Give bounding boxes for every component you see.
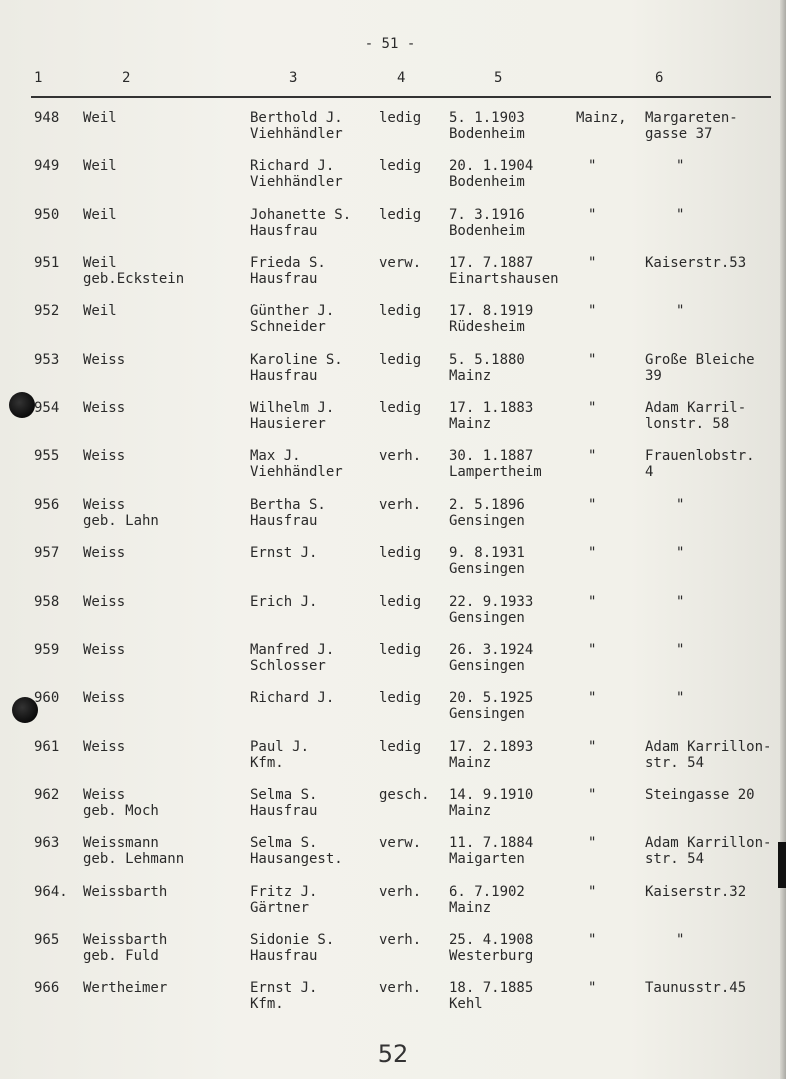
address — [676, 594, 684, 610]
table-row — [0, 787, 786, 835]
residence-city: " — [588, 352, 597, 368]
surname — [83, 255, 184, 287]
surname — [83, 642, 125, 658]
table-row — [0, 545, 786, 593]
surname — [83, 980, 167, 996]
first-name-occupation — [250, 835, 343, 867]
first-name-occupation-line: Erich J. — [250, 594, 318, 610]
first-name-occupation-line: Johanette S. — [250, 207, 352, 223]
address-line: 39 — [645, 368, 662, 384]
address — [645, 739, 771, 771]
first-name-occupation — [250, 303, 334, 335]
first-name-occupation-line: Ernst J. — [250, 980, 318, 996]
marital-status: ledig — [379, 594, 422, 610]
birth-date-place-line: Mainz — [449, 416, 492, 432]
surname — [83, 448, 125, 464]
column-header-3: 3 — [289, 70, 298, 86]
first-name-occupation-line: Frieda S. — [250, 255, 326, 271]
first-name-occupation-line: Paul J. — [250, 739, 310, 755]
entry-number: 955 — [34, 448, 60, 464]
surname-line: geb.Eckstein — [83, 271, 185, 287]
birth-date-place-line: Westerburg — [449, 948, 534, 964]
address-line: " — [676, 158, 685, 174]
address — [676, 932, 684, 948]
birth-date-place-line: 20. 5.1925 — [449, 690, 534, 706]
birth-date-place-line: Rüdesheim — [449, 319, 525, 335]
entry-number: 960 — [34, 690, 60, 706]
birth-date-place-line: 20. 1.1904 — [449, 158, 534, 174]
birth-date-place-line: 5. 1.1903 — [449, 110, 525, 126]
birth-date-place-line: 26. 3.1924 — [449, 642, 534, 658]
entry-number: 951 — [34, 255, 60, 271]
birth-date-place-line: Gensingen — [449, 706, 525, 722]
residence-city: " — [588, 932, 597, 948]
surname-line: Weil — [83, 303, 117, 319]
first-name-occupation-line: Kfm. — [250, 755, 284, 771]
surname-line: Wertheimer — [83, 980, 168, 996]
address-line: " — [676, 594, 685, 610]
surname — [83, 110, 117, 126]
surname — [83, 400, 125, 416]
birth-date-place — [449, 303, 533, 335]
first-name-occupation-line: Viehhändler — [250, 174, 343, 190]
birth-date-place-line: 17. 1.1883 — [449, 400, 534, 416]
table-row — [0, 352, 786, 400]
residence-city: " — [588, 255, 597, 271]
address-line: str. 54 — [645, 851, 705, 867]
first-name-occupation-line: Wilhelm J. — [250, 400, 335, 416]
table-row — [0, 932, 786, 980]
address — [645, 835, 771, 867]
surname-line: Weil — [83, 255, 117, 271]
entry-number: 963 — [34, 835, 60, 851]
residence-city: " — [588, 448, 597, 464]
surname-line: Weiss — [83, 594, 126, 610]
address-line: 4 — [645, 464, 654, 480]
birth-date-place-line: Bodenheim — [449, 126, 525, 142]
first-name-occupation-line: Schlosser — [250, 658, 326, 674]
birth-date-place-line: 30. 1.1887 — [449, 448, 534, 464]
first-name-occupation — [250, 884, 317, 916]
birth-date-place — [449, 835, 533, 867]
birth-date-place-line: Mainz — [449, 368, 492, 384]
first-name-occupation-line: Hausfrau — [250, 803, 318, 819]
address-line: lonstr. 58 — [645, 416, 730, 432]
header-rule — [31, 96, 771, 98]
birth-date-place-line: 17. 2.1893 — [449, 739, 534, 755]
table-row — [0, 497, 786, 545]
table-row — [0, 690, 786, 738]
birth-date-place-line: Gensingen — [449, 561, 525, 577]
surname-line: Weiss — [83, 690, 126, 706]
first-name-occupation — [250, 207, 351, 239]
birth-date-place-line: Mainz — [449, 755, 492, 771]
surname-line: Weiss — [83, 400, 126, 416]
surname-line: Weiss — [83, 448, 126, 464]
entry-number: 962 — [34, 787, 60, 803]
birth-date-place-line: 14. 9.1910 — [449, 787, 534, 803]
surname — [83, 497, 159, 529]
first-name-occupation — [250, 545, 317, 561]
residence-city: " — [588, 787, 597, 803]
residence-city: " — [588, 497, 597, 513]
address-line: Taunusstr.45 — [645, 980, 747, 996]
marital-status: ledig — [379, 739, 422, 755]
residence-city: " — [588, 207, 597, 223]
surname — [83, 303, 117, 319]
marital-status: verh. — [379, 884, 422, 900]
surname — [83, 787, 159, 819]
birth-date-place — [449, 690, 533, 722]
address — [645, 352, 755, 384]
address-line: " — [676, 690, 685, 706]
birth-date-place-line: Kehl — [449, 996, 483, 1012]
entry-number: 953 — [34, 352, 60, 368]
birth-date-place-line: 25. 4.1908 — [449, 932, 534, 948]
entry-number: 964. — [34, 884, 68, 900]
address — [645, 110, 738, 142]
entry-number: 961 — [34, 739, 60, 755]
footer-page-number: 52 — [377, 1040, 409, 1068]
first-name-occupation — [250, 787, 317, 819]
first-name-occupation-line: Hausfrau — [250, 271, 318, 287]
address — [676, 158, 684, 174]
entry-number: 950 — [34, 207, 60, 223]
birth-date-place-line: Bodenheim — [449, 223, 525, 239]
birth-date-place — [449, 110, 525, 142]
address-line: Kaiserstr.32 — [645, 884, 747, 900]
birth-date-place — [449, 207, 525, 239]
table-row — [0, 739, 786, 787]
first-name-occupation — [250, 110, 343, 142]
table-row — [0, 980, 786, 1028]
birth-date-place-line: 17. 8.1919 — [449, 303, 534, 319]
entry-number: 957 — [34, 545, 60, 561]
surname-line: Weil — [83, 158, 117, 174]
surname-line: Weil — [83, 110, 117, 126]
address-line: gasse 37 — [645, 126, 713, 142]
first-name-occupation — [250, 255, 326, 287]
address — [645, 980, 746, 996]
surname — [83, 545, 125, 561]
marital-status: ledig — [379, 158, 422, 174]
first-name-occupation-line: Bertha S. — [250, 497, 326, 513]
residence-city: " — [588, 690, 597, 706]
marital-status: ledig — [379, 352, 422, 368]
table-row — [0, 642, 786, 690]
first-name-occupation-line: Hausangest. — [250, 851, 343, 867]
birth-date-place-line: Lampertheim — [449, 464, 542, 480]
surname-line: Weil — [83, 207, 117, 223]
first-name-occupation — [250, 642, 334, 674]
first-name-occupation-line: Gärtner — [250, 900, 310, 916]
surname-line: Weissbarth — [83, 884, 168, 900]
birth-date-place-line: 6. 7.1902 — [449, 884, 525, 900]
address-line: Adam Karrillon- — [645, 835, 772, 851]
first-name-occupation — [250, 448, 343, 480]
entry-number: 954 — [34, 400, 60, 416]
address-line: Große Bleiche — [645, 352, 755, 368]
address-line: " — [676, 932, 685, 948]
first-name-occupation — [250, 497, 326, 529]
surname-line: Weiss — [83, 642, 126, 658]
birth-date-place-line: Gensingen — [449, 658, 525, 674]
residence-city: " — [588, 400, 597, 416]
residence-city: " — [588, 158, 597, 174]
column-header-1: 1 — [34, 70, 43, 86]
address — [645, 255, 746, 271]
address-line: Adam Karrillon- — [645, 739, 772, 755]
address-line: Kaiserstr.53 — [645, 255, 747, 271]
address — [676, 497, 684, 513]
birth-date-place — [449, 255, 559, 287]
surname-line: Weiss — [83, 739, 126, 755]
address-line: Frauenlobstr. — [645, 448, 755, 464]
birth-date-place — [449, 642, 533, 674]
address — [676, 690, 684, 706]
surname-line: Weiss — [83, 497, 126, 513]
first-name-occupation-line: Berthold J. — [250, 110, 343, 126]
address — [645, 448, 755, 480]
first-name-occupation-line: Manfred J. — [250, 642, 335, 658]
birth-date-place — [449, 497, 525, 529]
residence-city: " — [588, 739, 597, 755]
birth-date-place — [449, 594, 533, 626]
first-name-occupation-line: Schneider — [250, 319, 326, 335]
table-row — [0, 835, 786, 883]
marital-status: ledig — [379, 400, 422, 416]
surname-line: Weiss — [83, 545, 126, 561]
address — [645, 884, 746, 900]
birth-date-place — [449, 400, 533, 432]
birth-date-place — [449, 884, 525, 916]
address — [676, 207, 684, 223]
first-name-occupation — [250, 690, 334, 706]
residence-city: " — [588, 545, 597, 561]
table-row — [0, 158, 786, 206]
surname-line: Weiss — [83, 787, 126, 803]
residence-city: " — [588, 642, 597, 658]
surname — [83, 690, 125, 706]
address-line: " — [676, 207, 685, 223]
table-row — [0, 110, 786, 158]
first-name-occupation-line: Hausfrau — [250, 948, 318, 964]
birth-date-place-line: 9. 8.1931 — [449, 545, 525, 561]
first-name-occupation-line: Hausierer — [250, 416, 326, 432]
address-line: Margareten- — [645, 110, 738, 126]
residence-city: " — [588, 980, 597, 996]
entry-number: 956 — [34, 497, 60, 513]
birth-date-place-line: 5. 5.1880 — [449, 352, 525, 368]
first-name-occupation-line: Max J. — [250, 448, 301, 464]
surname-line: geb. Lehmann — [83, 851, 185, 867]
surname-line: geb. Lahn — [83, 513, 159, 529]
marital-status: verw. — [379, 835, 422, 851]
first-name-occupation-line: Ernst J. — [250, 545, 318, 561]
address-line: " — [676, 545, 685, 561]
marital-status: verw. — [379, 255, 422, 271]
table-row — [0, 448, 786, 496]
address — [676, 545, 684, 561]
birth-date-place-line: 22. 9.1933 — [449, 594, 534, 610]
marital-status: gesch. — [379, 787, 430, 803]
entry-number: 965 — [34, 932, 60, 948]
birth-date-place — [449, 787, 533, 819]
birth-date-place — [449, 158, 533, 190]
first-name-occupation-line: Richard J. — [250, 690, 335, 706]
birth-date-place-line: Gensingen — [449, 610, 525, 626]
marital-status: verh. — [379, 980, 422, 996]
first-name-occupation — [250, 739, 309, 771]
residence-city: " — [588, 884, 597, 900]
table-row — [0, 255, 786, 303]
birth-date-place-line: Einartshausen — [449, 271, 559, 287]
entry-number: 959 — [34, 642, 60, 658]
residence-city: " — [588, 835, 597, 851]
first-name-occupation-line: Sidonie S. — [250, 932, 335, 948]
birth-date-place-line: Mainz — [449, 900, 492, 916]
surname — [83, 884, 167, 900]
first-name-occupation-line: Hausfrau — [250, 513, 318, 529]
surname-line: Weissmann — [83, 835, 159, 851]
address-line: Steingasse 20 — [645, 787, 755, 803]
first-name-occupation-line: Viehhändler — [250, 126, 343, 142]
first-name-occupation — [250, 594, 317, 610]
birth-date-place-line: Maigarten — [449, 851, 525, 867]
first-name-occupation-line: Hausfrau — [250, 368, 318, 384]
address-line: Adam Karril- — [645, 400, 747, 416]
column-header-4: 4 — [397, 70, 406, 86]
marital-status: ledig — [379, 207, 422, 223]
table-row — [0, 400, 786, 448]
address — [676, 642, 684, 658]
marital-status: verh. — [379, 932, 422, 948]
surname-line: geb. Moch — [83, 803, 159, 819]
column-header-2: 2 — [122, 70, 131, 86]
birth-date-place — [449, 932, 533, 964]
first-name-occupation — [250, 400, 334, 432]
first-name-occupation-line: Selma S. — [250, 787, 318, 803]
first-name-occupation-line: Hausfrau — [250, 223, 318, 239]
marital-status: ledig — [379, 303, 422, 319]
marital-status: verh. — [379, 497, 422, 513]
first-name-occupation — [250, 158, 343, 190]
surname — [83, 932, 167, 964]
birth-date-place-line: 11. 7.1884 — [449, 835, 534, 851]
table-row — [0, 207, 786, 255]
table-row — [0, 884, 786, 932]
entry-number: 949 — [34, 158, 60, 174]
surname-line: Weiss — [83, 352, 126, 368]
column-header-6: 6 — [655, 70, 664, 86]
birth-date-place — [449, 545, 525, 577]
surname-line: geb. Fuld — [83, 948, 159, 964]
marital-status: verh. — [379, 448, 422, 464]
first-name-occupation-line: Selma S. — [250, 835, 318, 851]
address — [645, 787, 755, 803]
surname — [83, 835, 184, 867]
birth-date-place-line: Mainz — [449, 803, 492, 819]
surname — [83, 594, 125, 610]
address-line: " — [676, 497, 685, 513]
first-name-occupation-line: Viehhändler — [250, 464, 343, 480]
surname-line: Weissbarth — [83, 932, 168, 948]
birth-date-place — [449, 448, 542, 480]
marital-status: ledig — [379, 545, 422, 561]
first-name-occupation-line: Karoline S. — [250, 352, 343, 368]
residence-city: " — [588, 303, 597, 319]
birth-date-place-line: Bodenheim — [449, 174, 525, 190]
birth-date-place — [449, 352, 525, 384]
entry-number: 952 — [34, 303, 60, 319]
page-number: - 51 - — [364, 36, 416, 52]
surname — [83, 158, 117, 174]
birth-date-place — [449, 739, 533, 771]
marital-status: ledig — [379, 110, 422, 126]
residence-city: " — [588, 594, 597, 610]
column-header-5: 5 — [494, 70, 503, 86]
first-name-occupation-line: Günther J. — [250, 303, 335, 319]
table-row — [0, 594, 786, 642]
entry-number: 948 — [34, 110, 60, 126]
first-name-occupation-line: Fritz J. — [250, 884, 318, 900]
first-name-occupation-line: Kfm. — [250, 996, 284, 1012]
marital-status: ledig — [379, 690, 422, 706]
first-name-occupation — [250, 980, 317, 1012]
table-row — [0, 303, 786, 351]
address-line: str. 54 — [645, 755, 705, 771]
surname — [83, 739, 125, 755]
residence-city: Mainz, — [576, 110, 627, 126]
address — [645, 400, 746, 432]
birth-date-place-line: 7. 3.1916 — [449, 207, 525, 223]
address-line: " — [676, 642, 685, 658]
birth-date-place-line: Gensingen — [449, 513, 525, 529]
birth-date-place-line: 17. 7.1887 — [449, 255, 534, 271]
address — [676, 303, 684, 319]
entry-number: 966 — [34, 980, 60, 996]
address-line: " — [676, 303, 685, 319]
surname — [83, 352, 125, 368]
birth-date-place-line: 18. 7.1885 — [449, 980, 534, 996]
entry-number: 958 — [34, 594, 60, 610]
birth-date-place-line: 2. 5.1896 — [449, 497, 525, 513]
first-name-occupation — [250, 352, 343, 384]
surname — [83, 207, 117, 223]
marital-status: ledig — [379, 642, 422, 658]
first-name-occupation-line: Richard J. — [250, 158, 335, 174]
first-name-occupation — [250, 932, 334, 964]
birth-date-place — [449, 980, 533, 1012]
